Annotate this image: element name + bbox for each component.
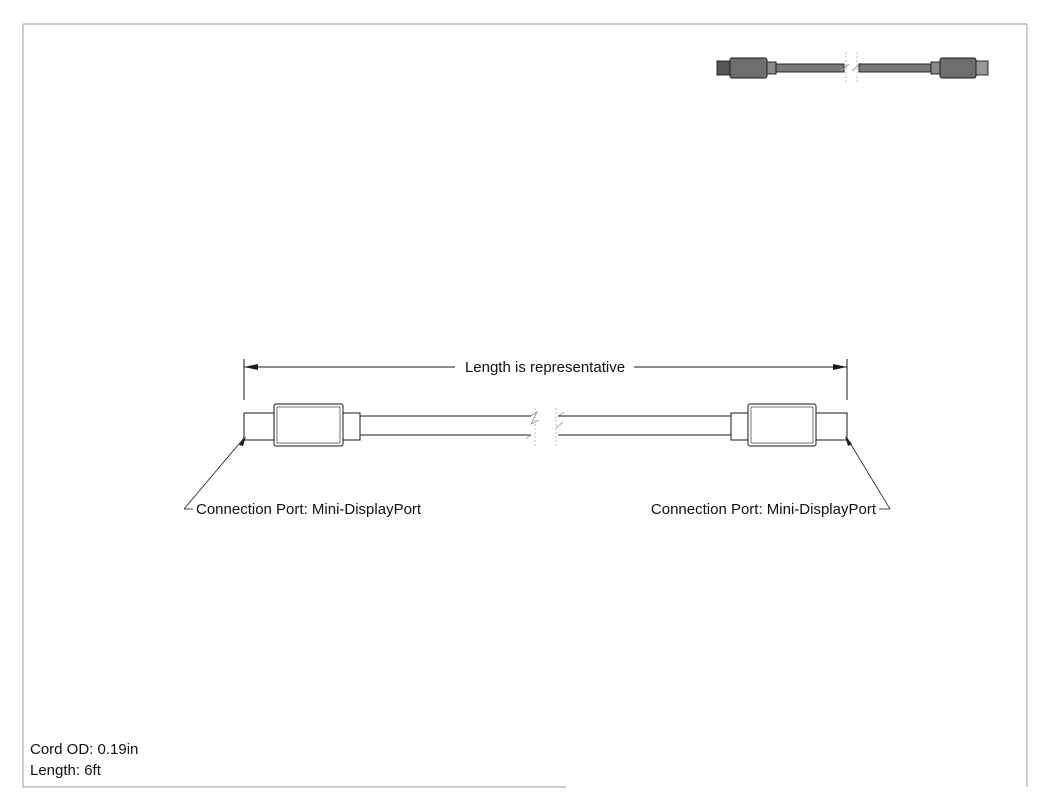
left-plug-tip: [244, 413, 274, 440]
left-strain-relief: [343, 413, 360, 440]
cord-break-symbol: [526, 408, 564, 446]
callout-leaders: [184, 436, 890, 509]
right-connector: [731, 404, 847, 446]
left-plug-body: [274, 404, 343, 446]
left-connector: [244, 404, 360, 446]
leader-line-right: [847, 438, 890, 509]
arrowhead-left: [244, 364, 258, 370]
leader-line-left: [184, 438, 244, 509]
length-note: Length: 6ft: [30, 762, 101, 779]
leader-arrow-left: [239, 436, 246, 446]
right-plug-tip: [816, 413, 847, 440]
cable-thumbnail: [717, 52, 988, 84]
cable-drawing: [244, 404, 847, 446]
right-strain-relief: [731, 413, 748, 440]
callout-label-right: Connection Port: Mini-DisplayPort: [650, 501, 876, 518]
leader-arrow-right: [845, 436, 852, 446]
dimension-label: Length is representative: [464, 359, 626, 376]
arrowhead-right: [833, 364, 847, 370]
cord-left-segment: [360, 416, 531, 435]
right-plug-body: [748, 404, 816, 446]
cord-right-segment: [558, 416, 731, 435]
callout-label-left: Connection Port: Mini-DisplayPort: [196, 501, 422, 518]
spec-notes: [30, 739, 138, 781]
cord-od-note: Cord OD: 0.19in: [30, 741, 139, 758]
drawing-frame: [23, 24, 1027, 787]
